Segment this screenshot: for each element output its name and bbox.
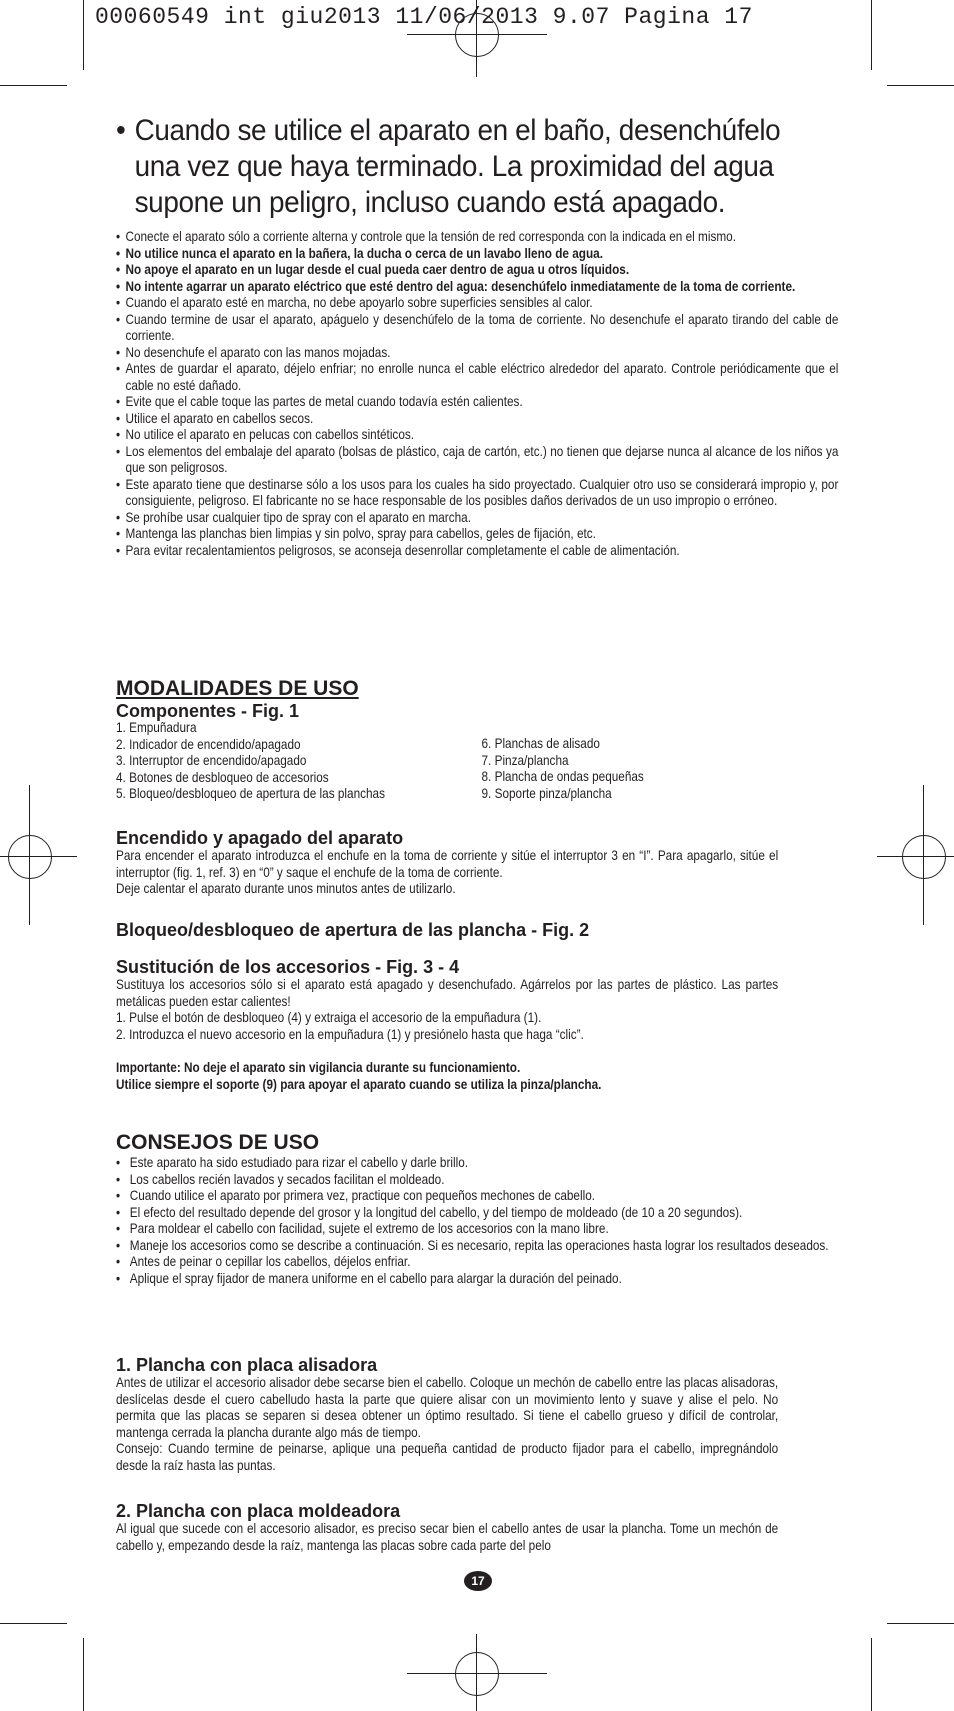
consejo-item: • Antes de peinar o cepillar los cabellos, déjelos enfriar. xyxy=(116,1254,838,1271)
components-right xyxy=(482,720,644,803)
crop-mark xyxy=(83,0,84,70)
paragraph: Consejo: Cuando termine de peinarse, aplique una pequeña cantidad de producto fijador para el cabello, impregnándolo desde la raíz hasta las puntas. xyxy=(116,1441,779,1473)
crop-mark xyxy=(0,1623,67,1624)
consejo-item: • El efecto del resultado depende del grosor y la longitud del cabello, y del tiempo de moldeado (de 10 a 20 segundos). xyxy=(116,1205,838,1222)
consejo-item: • Maneje los accesorios como se describe a continuación. Si es necesario, repita las operaciones hasta lograr los resultados deseados. xyxy=(116,1238,838,1255)
safety-item: • Para evitar recalentamientos peligrosos, se aconseja desenrollar completamente el cable de alimentación. xyxy=(116,543,838,560)
step: 1. Pulse el botón de desbloqueo (4) y extraiga el accesorio de la empuñadura (1). xyxy=(116,1010,542,1025)
consejo-item: • Para moldear el cabello con facilidad, sujete el extremo de los accesorios con la mano libre. xyxy=(116,1221,838,1238)
registration-mark-left xyxy=(8,835,52,879)
safety-item: • Cuando el aparato esté en marcha, no debe apoyarlo sobre superficies sensibles al calor. xyxy=(116,295,838,312)
intro-warning-line: Cuando se utilice el aparato en el baño, desenchúfelo xyxy=(134,114,781,147)
encendido-section xyxy=(116,828,954,898)
crop-mark xyxy=(871,1638,872,1711)
registration-mark-bottom xyxy=(455,1652,499,1696)
page-number: 17 xyxy=(464,1571,492,1591)
paragraph: Antes de utilizar el accesorio alisador debe secarse bien el cabello. Coloque un mechón de cabello entre las placas alisadoras, deslícelas desde el cuero cabelludo hasta la parte que quiere alisar con un movimiento lento y suave y alise el pelo. No permita que las placas se separen si desea obtener un óptimo resultado. Si tiene el cabello grueso y difícil de controlar, mantenga cerrada la plancha durante algo más de tiempo. xyxy=(116,1375,779,1440)
registration-mark-left xyxy=(0,856,77,857)
component-item: 7. Pinza/plancha xyxy=(481,752,569,768)
paragraph: Deje calentar el aparato durante unos minutos antes de utilizarlo. xyxy=(116,881,456,896)
modalidades-section xyxy=(116,677,954,803)
registration-mark-top xyxy=(407,34,547,35)
important-note: Importante: No deje el aparato sin vigilancia durante su funcionamiento. xyxy=(116,1060,521,1075)
consejos-section xyxy=(116,1131,954,1287)
paragraph: Al igual que sucede con el accesorio alisador, es preciso secar bien el cabello antes de usar la plancha. Tome un mechón de cabello y, empezando desde la raíz, mantenga las placas sobre cada parte del pelo xyxy=(116,1521,779,1553)
safety-list xyxy=(116,229,838,559)
safety-item: • No intente agarrar un aparato eléctrico que esté dentro del agua: desenchúfelo inmediatamente de la toma de corriente. xyxy=(116,279,838,296)
consejo-item: • Los cabellos recién lavados y secados facilitan el moldeado. xyxy=(116,1172,838,1189)
safety-item: • No utilice nunca el aparato en la bañera, la ducha o cerca de un lavabo lleno de agua. xyxy=(116,246,838,263)
component-item: 1. Empuñadura xyxy=(116,720,197,735)
component-item: 9. Soporte pinza/plancha xyxy=(481,785,612,801)
safety-item: • Los elementos del embalaje del aparato (bolsas de plástico, caja de cartón, etc.) no tienen que dejarse nunca al alcance de los niños ya que son peligrosos. xyxy=(116,444,838,477)
safety-item: • Cuando termine de usar el aparato, apáguelo y desenchúfelo de la toma de corriente. No desenchufe el aparato tirando del cable de corriente. xyxy=(116,312,838,345)
plancha2-section xyxy=(116,1501,954,1554)
crop-mark xyxy=(887,85,954,86)
step: 2. Introduzca el nuevo accesorio en la empuñadura (1) y presiónelo hasta que haga “clic”. xyxy=(116,1026,584,1042)
safety-item: • Evite que el cable toque las partes de metal cuando todavía estén calientes. xyxy=(116,394,838,411)
crop-mark xyxy=(0,85,67,86)
subsection-heading: Encendido y apagado del aparato xyxy=(116,828,404,848)
paragraph: Para encender el aparato introduzca el enchufe en la toma de corriente y sitúe el interruptor 3 en “I”. Para apagarlo, sitúe el interruptor (fig. 1, ref. 3) en “0” y saque el enchufe de la toma de corriente. xyxy=(116,848,779,880)
subsection-heading: Bloqueo/desbloqueo de apertura de las plancha - Fig. 2 xyxy=(116,920,590,940)
crop-mark xyxy=(871,0,872,70)
subsection-heading: Componentes - Fig. 1 xyxy=(116,701,300,721)
consejo-item: • Cuando utilice el aparato por primera vez, practique con pequeños mechones de cabello. xyxy=(116,1188,838,1205)
safety-item: • No apoye el aparato en un lugar desde el cual pueda caer dentro de agua u otros líquidos. xyxy=(116,262,838,279)
section-heading: MODALIDADES DE USO xyxy=(116,677,359,700)
safety-item: • No utilice el aparato en pelucas con cabellos sintéticos. xyxy=(116,427,838,444)
subsection-heading: Sustitución de los accesorios - Fig. 3 - 4 xyxy=(116,957,460,977)
components-list xyxy=(116,720,838,803)
subsection-heading: 2. Plancha con placa moldeadora xyxy=(116,1501,401,1521)
component-item: 6. Planchas de alisado xyxy=(481,736,600,751)
bullet: • xyxy=(116,114,126,147)
intro-warning xyxy=(116,113,804,221)
intro-warning-line: una vez que haya terminado. La proximidad del agua xyxy=(134,150,774,183)
section-heading: CONSEJOS DE USO xyxy=(116,1131,320,1154)
component-item: 2. Indicador de encendido/apagado xyxy=(116,736,301,752)
safety-item: • Se prohíbe usar cualquier tipo de spray con el aparato en marcha. xyxy=(116,510,838,527)
component-item: 5. Bloqueo/desbloqueo de apertura de las planchas xyxy=(116,786,385,801)
registration-mark-bottom xyxy=(407,1673,547,1674)
safety-item: • Antes de guardar el aparato, déjelo enfriar; no enrolle nunca el cable eléctrico alrededor del aparato. Controle periódicamente que el cable no esté dañado. xyxy=(116,361,838,394)
subsection-heading: 1. Plancha con placa alisadora xyxy=(116,1355,378,1375)
components-left xyxy=(116,720,482,803)
print-slug: 00060549 int giu2013 11/06/2013 9.07 Pagina 17 xyxy=(95,4,753,30)
crop-mark xyxy=(887,1623,954,1624)
consejos-list xyxy=(116,1155,838,1287)
plancha1-section xyxy=(116,1355,954,1474)
consejo-item: • Este aparato ha sido estudiado para rizar el cabello y darle brillo. xyxy=(116,1155,838,1172)
consejo-item: • Aplique el spray fijador de manera uniforme en el cabello para alargar la duración del peinado. xyxy=(116,1271,838,1288)
safety-section xyxy=(116,229,954,559)
intro-warning-line: supone un peligro, incluso cuando está apagado. xyxy=(134,186,726,219)
safety-item: • Mantenga las planchas bien limpias y sin polvo, spray para cabellos, geles de fijación, etc. xyxy=(116,526,838,543)
crop-mark xyxy=(83,1638,84,1711)
safety-item: • No desenchufe el aparato con las manos mojadas. xyxy=(116,345,838,362)
registration-mark-left xyxy=(29,785,30,925)
safety-item: • Utilice el aparato en cabellos secos. xyxy=(116,411,838,428)
bloqueo-section xyxy=(116,920,954,940)
safety-item: • Este aparato tiene que destinarse sólo a los usos para los cuales ha sido proyectado. Cualquier otro uso se considerará impropio y, por consiguiente, peligroso. El fabricante no se hace responsable de los posibles daños derivados de un uso impropio o erróneo. xyxy=(116,477,838,510)
sustitucion-section xyxy=(116,957,954,1093)
safety-item: • Conecte el aparato sólo a corriente alterna y controle que la tensión de red corresponda con la indicada en el mismo. xyxy=(116,229,838,246)
component-item: 8. Plancha de ondas pequeñas xyxy=(481,769,644,784)
component-item: 4. Botones de desbloqueo de accesorios xyxy=(116,769,329,785)
important-note: Utilice siempre el soporte (9) para apoyar el aparato cuando se utiliza la pinza/plancha. xyxy=(116,1076,602,1092)
paragraph: Sustituya los accesorios sólo si el aparato está apagado y desenchufado. Agárrelos por las partes de plástico. Las partes metálicas pueden estar calientes! xyxy=(116,977,779,1009)
component-item: 3. Interruptor de encendido/apagado xyxy=(116,753,307,768)
